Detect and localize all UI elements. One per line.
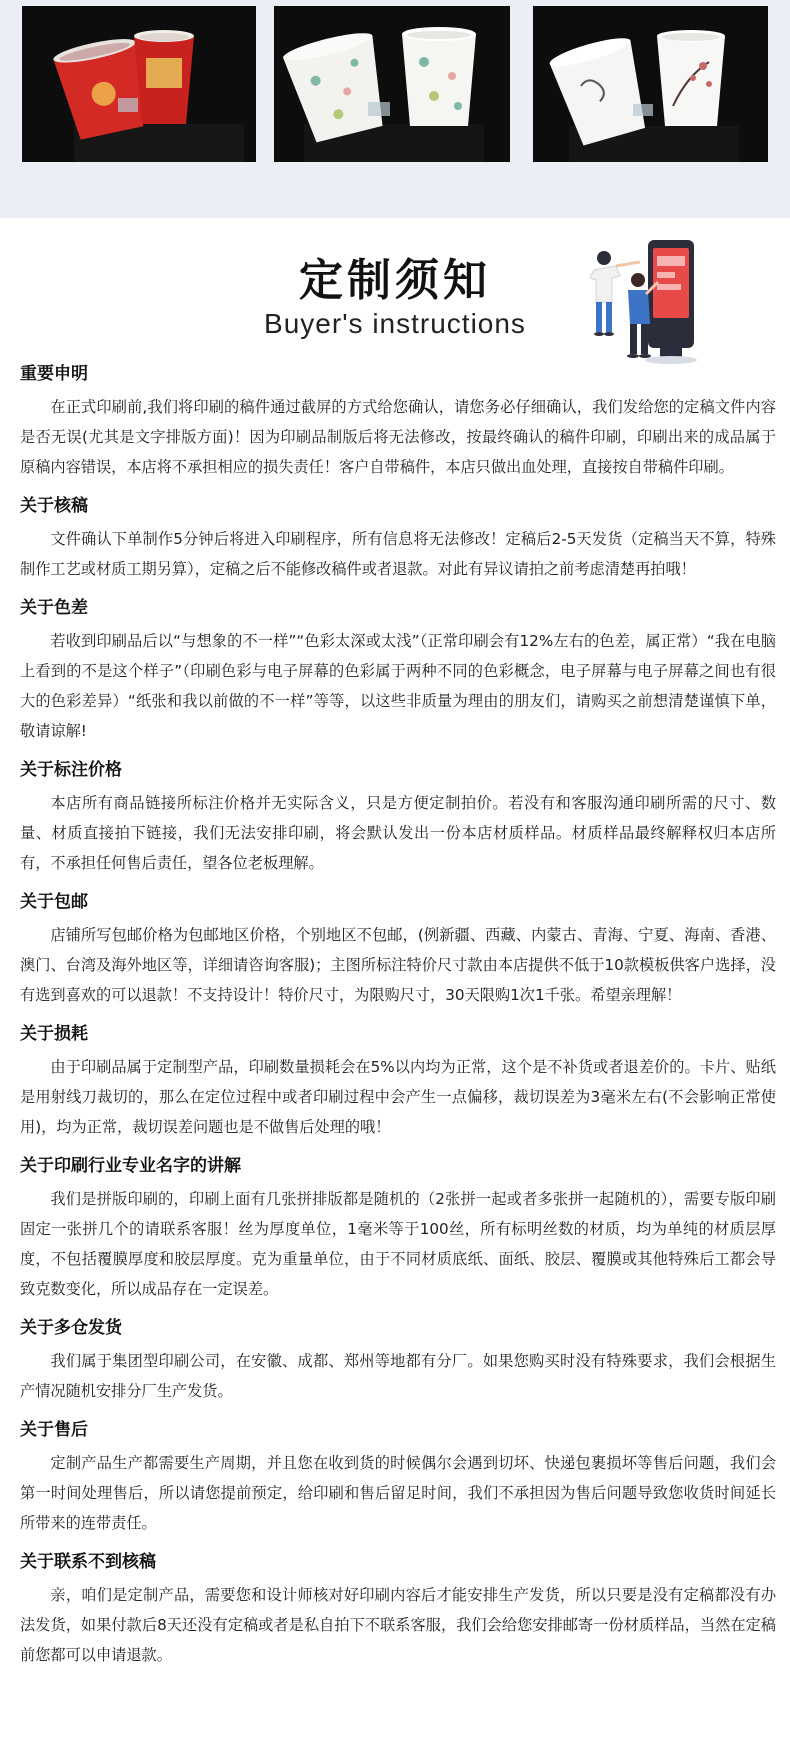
section-title: 关于联系不到核稿 (20, 1552, 156, 1572)
section-unreachable-proof (20, 1548, 776, 1670)
section-terminology (20, 1152, 776, 1304)
section-proof-review (20, 492, 776, 584)
leaf-print-cups-photo (274, 6, 510, 162)
ink-painting-cups-photo (533, 6, 768, 162)
section-multi-warehouse (20, 1314, 776, 1406)
section-body: 由于印刷品属于定制型产品，印刷数量损耗会在5%以内均为正常，这个是不补货或者退差价的。卡片、贴纸是用射线刀裁切的，那么在定位过程中或者印刷过程中会产生一点偏移，裁切误差为3毫米左右(不会影响正常使用)，均为正常，裁切误差问题也是不做售后处理的哦！ (20, 1058, 776, 1136)
section-after-sales (20, 1416, 776, 1538)
section-body: 我们是拼版印刷的，印刷上面有几张拼排版都是随机的（2张拼一起或者多张拼一起随机的），需要专版印刷固定一张拼几个的请联系客服！丝为厚度单位，1毫米等于100丝，所有标明丝数的材质，均为单纯的材质层厚度，不包括覆膜厚度和胶层厚度。克为重量单位，由于不同材质底纸、面纸、胶层、覆膜或其他特殊后工都会导致克数变化，所以成品存在一定误差。 (20, 1190, 776, 1298)
section-body: 本店所有商品链接所标注价格并无实际含义，只是方便定制拍价。若没有和客服沟通印刷所需的尺寸、数量、材质直接拍下链接，我们无法安排印刷，将会默认发出一份本店材质样品。材质样品最终解释权归本店所有，不承担任何售后责任，望各位老板理解。 (20, 794, 776, 872)
red-cups-photo (22, 6, 256, 162)
section-listed-price (20, 756, 776, 878)
section-wastage (20, 1020, 776, 1142)
section-title: 关于核稿 (20, 496, 88, 516)
section-title: 关于售后 (20, 1420, 88, 1440)
section-title: 关于包邮 (20, 892, 88, 912)
section-title: 关于印刷行业专业名字的讲解 (20, 1156, 241, 1176)
kiosk-people-illustration (586, 236, 702, 368)
section-body: 文件确认下单制作5分钟后将进入印刷程序，所有信息将无法修改！定稿后2-5天发货（定稿当天不算，特殊制作工艺或材质工期另算），定稿之后不能修改稿件或者退款。对此有异议请拍之前考虑清楚再拍哦！ (20, 530, 776, 578)
section-free-shipping (20, 888, 776, 1010)
section-title: 关于多仓发货 (20, 1318, 122, 1338)
section-color-difference (20, 594, 776, 746)
section-title: 关于色差 (20, 598, 88, 618)
section-title: 关于标注价格 (20, 760, 122, 780)
section-body: 定制产品生产都需要生产周期，并且您在收到货的时候偶尔会遇到切坏、快递包裹损坏等售后问题，我们会第一时间处理售后，所以请您提前预定，给印刷和售后留足时间，我们不承担因为售后问题导致您收货时间延长所带来的连带责任。 (20, 1454, 776, 1532)
section-title: 关于损耗 (20, 1024, 88, 1044)
section-body: 店铺所写包邮价格为包邮地区价格，个别地区不包邮，(例新疆、西藏、内蒙古、青海、宁夏、海南、香港、澳门、台湾及海外地区等，详细请咨询客服)；主图所标注特价尺寸款由本店提供不低于10款模板供客户选择，没有选到喜欢的可以退款！不支持设计！特价尺寸，为限购尺寸，30天限购1次1千张。希望亲理解！ (20, 926, 776, 1004)
section-important-statement (20, 360, 776, 482)
instructions-content (20, 360, 776, 1680)
page-subtitle: Buyer's instructions (264, 308, 526, 339)
page-title: 定制须知 (299, 255, 491, 306)
section-body: 若收到印刷品后以“与想象的不一样”“色彩太深或太浅”（正常印刷会有12%左右的色差，属正常）“我在电脑上看到的不是这个样子”（印刷色彩与电子屏幕的色彩属于两种不同的色彩概念，电子屏幕与电子屏幕之间也有很大的色彩差异）“纸张和我以前做的不一样”等等，以这些非质量为理由的朋友们，请购买之前想清楚谨慎下单，敬请谅解! (20, 632, 776, 740)
section-body: 在正式印刷前,我们将印刷的稿件通过截屏的方式给您确认，请您务必仔细确认，我们发给您的定稿文件内容是否无误(尤其是文字排版方面)！因为印刷品制版后将无法修改，按最终确认的稿件印刷，印刷出来的成品属于原稿内容错误，本店将不承担相应的损失责任！客户自带稿件，本店只做出血处理，直接按自带稿件印刷。 (20, 398, 776, 476)
section-title: 重要申明 (20, 364, 88, 384)
section-body: 亲，咱们是定制产品，需要您和设计师核对好印刷内容后才能安排生产发货，所以只要是没有定稿都没有办法发货，如果付款后8天还没有定稿或者是私自拍下不联系客服，我们会给您安排邮寄一份材质样品，当然在定稿前您都可以申请退款。 (20, 1586, 776, 1664)
section-body: 我们属于集团型印刷公司，在安徽、成都、郑州等地都有分厂。如果您购买时没有特殊要求，我们会根据生产情况随机安排分厂生产发货。 (20, 1352, 776, 1400)
